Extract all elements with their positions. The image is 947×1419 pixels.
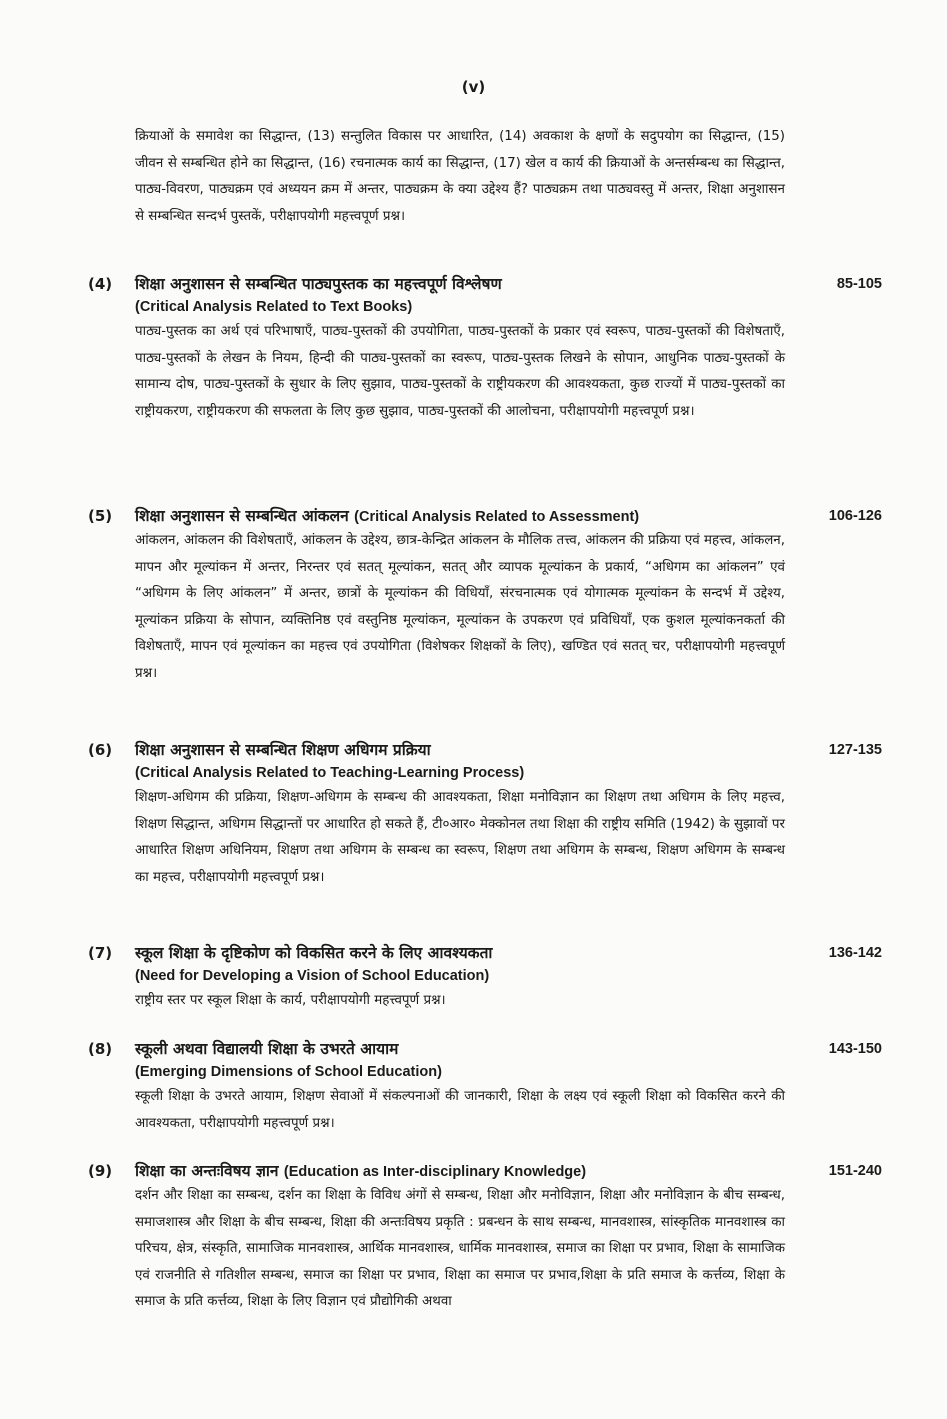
toc-entry-8: [88, 1038, 888, 1137]
entry-number: (9): [88, 1162, 113, 1180]
entry-subtitle: (Critical Analysis Related to Teaching-Learning Process): [135, 765, 525, 781]
entry-title: स्कूल शिक्षा के दृष्टिकोण को विकसित करने के लिए आवश्यकता: [135, 944, 493, 962]
toc-entry-5: [88, 505, 888, 687]
entry-pages: 136-142: [828, 945, 882, 961]
entry-subtitle: (Critical Analysis Related to Text Books): [135, 299, 413, 315]
entry-pages: 151-240: [828, 1163, 882, 1179]
intro-paragraph: क्रियाओं के समावेश का सिद्धान्त, (13) सन्तुलित विकास पर आधारित, (14) अवकाश के क्षणों के सदुपयोग का सिद्धान्त, (15) जीवन से सम्बन्धित होने का सिद्धान्त, (16) रचनात्मक कार्य का सिद्धान्त, (17) खेल व कार्य की क्रियाओं के अन्तर्सम्बन्ध का सिद्धान्त, पाठ्य-विवरण, पाठ्यक्रम एवं अध्ययन क्रम में अन्तर, पाठ्यक्रम के क्या उद्देश्य हैं? पाठ्यक्रम तथा पाठ्यवस्तु में अन्तर, शिक्षा अनुशासन से सम्बन्धित सन्दर्भ पुस्तकें, परीक्षापयोगी महत्त्वपूर्ण प्रश्न।: [135, 129, 785, 224]
entry-pages: 85-105: [836, 276, 882, 292]
entry-number: (7): [88, 944, 113, 962]
entry-title-hindi: शिक्षा अनुशासन से सम्बन्धित आंकलन: [135, 507, 349, 525]
entry-title: [135, 505, 795, 528]
entry-subtitle: (Need for Developing a Vision of School Education): [135, 968, 490, 984]
toc-entry-7: [88, 942, 888, 1015]
entry-pages: 106-126: [828, 508, 882, 524]
entry-title: स्कूली अथवा विद्यालयी शिक्षा के उभरते आयाम: [135, 1040, 399, 1058]
entry-subtitle: (Emerging Dimensions of School Education): [135, 1064, 442, 1080]
page-number: (v): [461, 78, 486, 96]
entry-number: (6): [88, 741, 113, 759]
entry-pages: 127-135: [828, 742, 882, 758]
entry-title: शिक्षा अनुशासन से सम्बन्धित पाठ्यपुस्तक का महत्त्वपूर्ण विश्लेषण: [135, 275, 502, 293]
entry-subtitle: (Critical Analysis Related to Assessment): [354, 509, 640, 525]
entry-title-hindi: शिक्षा का अन्तःविषय ज्ञान: [135, 1162, 279, 1180]
entry-title: शिक्षा अनुशासन से सम्बन्धित शिक्षण अधिगम प्रक्रिया: [135, 741, 431, 759]
entry-description: दर्शन और शिक्षा का सम्बन्ध, दर्शन का शिक्षा के विविध अंगों से सम्बन्ध, शिक्षा और मनोविज्ञान, शिक्षा और मनोविज्ञान के बीच सम्बन्ध, समाजशास्त्र और शिक्षा के बीच सम्बन्ध, शिक्षा की अन्तःविषय प्रकृति : प्रबन्धन के साथ सम्बन्ध, मानवशास्त्र, सांस्कृतिक मानवशास्त्र का परिचय, क्षेत्र, संस्कृति, सामाजिक मानवशास्त्र, आर्थिक मानवशास्त्र, धार्मिक मानवशास्त्र, समाज का शिक्षा पर प्रभाव, शिक्षा के सामाजिक एवं राजनीति से गतिशील सम्बन्ध, समाज का शिक्षा पर प्रभाव, शिक्षा का समाज पर प्रभाव,शिक्षा के प्रति समाज के कर्त्तव्य, शिक्षा के समाज के प्रति कर्त्तव्य, शिक्षा के लिए विज्ञान एवं प्रौद्योगिकी अथवा: [135, 1188, 785, 1309]
entry-description: राष्ट्रीय स्तर पर स्कूल शिक्षा के कार्य, परीक्षापयोगी महत्त्वपूर्ण प्रश्न।: [135, 993, 446, 1008]
entry-description: आंकलन, आंकलन की विशेषताएँ, आंकलन के उद्देश्य, छात्र-केन्द्रित आंकलन के मौलिक तत्त्व, आंकलन की प्रक्रिया एवं महत्त्व, आंकलन, मापन और मूल्यांकन में अन्तर, निरन्तर एवं सतत् मूल्यांकन, सतत् और व्यापक मूल्यांकन के प्रकार्य, “अधिगम का आंकलन” एवं “अधिगम के लिए आंकलन” में अन्तर, छात्रों के मूल्यांकन की विधियाँ, संरचनात्मक एवं योगात्मक मूल्यांकन के सन्दर्भ में उद्देश्य, मूल्यांकन प्रक्रिया के सोपान, व्यक्तिनिष्ठ एवं वस्तुनिष्ठ मूल्यांकन, मूल्यांकन के उपकरण एवं प्रविधियाँ, एक कुशल मूल्यांकनकर्ता की विशेषताएँ, मापन एवं मूल्यांकन का महत्त्व एवं उपयोगिता (विशेषकर शिक्षकों के लिए), खण्डित एवं सतत् चर, परीक्षापयोगी महत्त्वपूर्ण प्रश्न।: [135, 533, 785, 681]
entry-pages: 143-150: [828, 1041, 882, 1057]
entry-number: (8): [88, 1040, 113, 1058]
toc-entry-9: [88, 1160, 888, 1316]
toc-entry-4: [88, 273, 888, 425]
entry-number: (5): [88, 507, 113, 525]
entry-description: पाठ्य-पुस्तक का अर्थ एवं परिभाषाएँ, पाठ्य-पुस्तकों की उपयोगिता, पाठ्य-पुस्तकों के प्रकार एवं स्वरूप, पाठ्य-पुस्तकों की विशेषताएँ, पाठ्य-पुस्तकों के लेखन के नियम, हिन्दी की पाठ्य-पुस्तकों का स्वरूप, पाठ्य-पुस्तक लिखने के सोपान, आधुनिक पाठ्य-पुस्तकों के सामान्य दोष, पाठ्य-पुस्तकों के सुधार के लिए सुझाव, पाठ्य-पुस्तकों के राष्ट्रीयकरण की आवश्यकता, कुछ राज्यों में पाठ्य-पुस्तकों का राष्ट्रीयकरण, राष्ट्रीयकरण की सफलता के लिए कुछ सुझाव, पाठ्य-पुस्तकों की आलोचना, परीक्षापयोगी महत्त्वपूर्ण प्रश्न।: [135, 324, 785, 419]
entry-description: शिक्षण-अधिगम की प्रक्रिया, शिक्षण-अधिगम के सम्बन्ध की आवश्यकता, शिक्षा मनोविज्ञान का शिक्षण तथा अधिगम के लिए महत्त्व, शिक्षण सिद्धान्त, अधिगम सिद्धान्तों पर आधारित हो सकते हैं, टी०आर० मेक्कोनल तथा शिक्षा की राष्ट्रीय समिति (1942) के सुझावों पर आधारित शिक्षण अधिनियम, शिक्षण तथा अधिगम के सम्बन्ध का स्वरूप, शिक्षण तथा अधिगम के सम्बन्ध, शिक्षण अधिगम के सम्बन्ध का महत्त्व, परीक्षापयोगी महत्त्वपूर्ण प्रश्न।: [135, 790, 785, 885]
entry-description: स्कूली शिक्षा के उभरते आयाम, शिक्षण सेवाओं में संकल्पनाओं की जानकारी, शिक्षा के लक्ष्य एवं स्कूली शिक्षा को विकसित करने की आवश्यकता, परीक्षापयोगी महत्त्वपूर्ण प्रश्न।: [135, 1089, 785, 1131]
toc-entry-6: [88, 739, 888, 891]
entry-subtitle: (Education as Inter-disciplinary Knowledge): [283, 1164, 587, 1180]
entry-title: [135, 1160, 795, 1183]
entry-number: (4): [88, 275, 113, 293]
